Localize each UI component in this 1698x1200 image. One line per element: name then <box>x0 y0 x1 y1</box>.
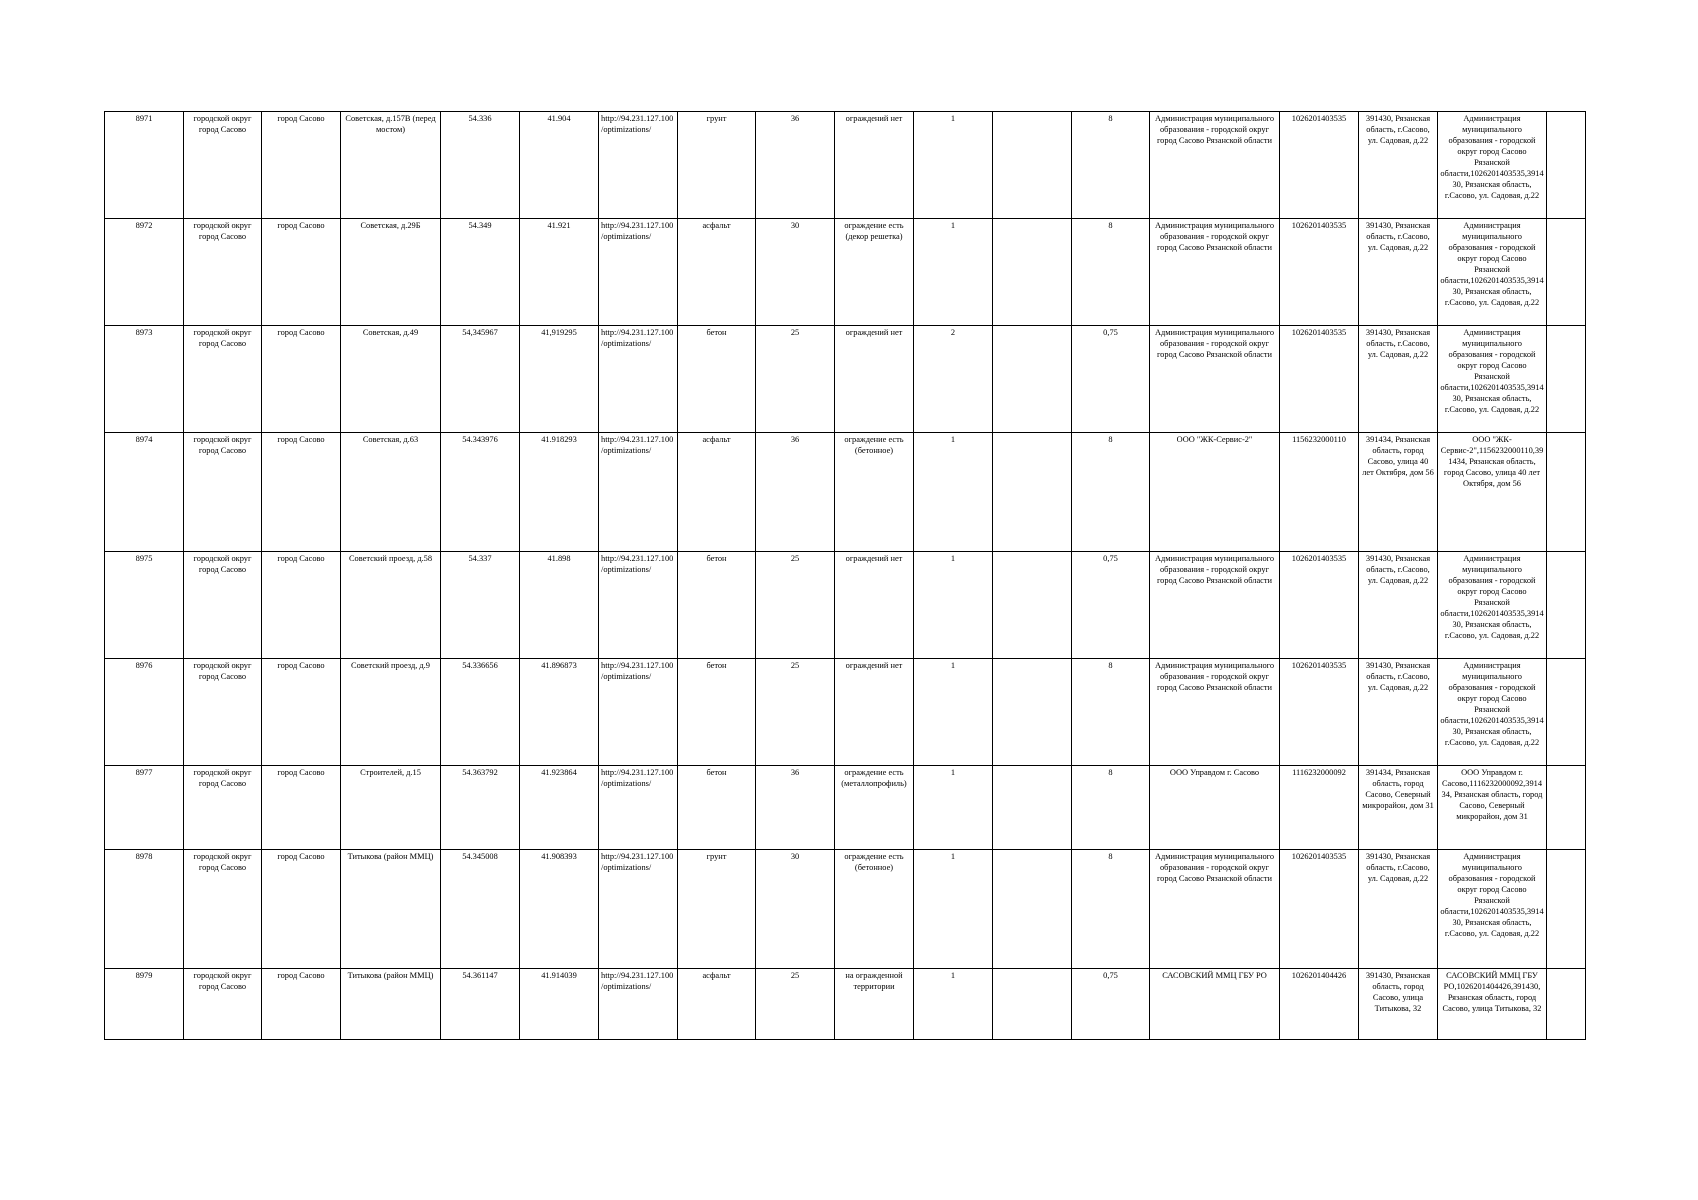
latitude-cell: 54.345008 <box>441 850 520 969</box>
container-count-cell: 1 <box>914 659 993 766</box>
scheme-url-cell: http://94.231.127.100/optimizations/ <box>599 326 678 433</box>
empty-cell <box>993 659 1072 766</box>
empty-cell <box>1547 659 1586 766</box>
district-cell: городской округ город Сасово <box>184 766 262 850</box>
owner-name-cell: САСОВСКИЙ ММЦ ГБУ РО <box>1150 969 1280 1040</box>
row-number: 8975 <box>105 552 184 659</box>
owner-name-cell: Администрация муниципального образования - городской округ город Сасово Рязанской области <box>1150 552 1280 659</box>
waste-sites-table <box>104 111 1586 1040</box>
container-count-cell: 1 <box>914 112 993 219</box>
surface-cell: бетон <box>678 326 756 433</box>
owner-address-cell: 391430, Рязанская область, г.Сасово, ул. Садовая, д.22 <box>1359 326 1438 433</box>
waste-sources-cell: Администрация муниципального образования - городской округ город Сасово Рязанской области,1026201403535,391430, Рязанская область, г.Сасово, ул. Садовая, д.22 <box>1438 850 1547 969</box>
longitude-cell: 41.904 <box>520 112 599 219</box>
waste-sources-cell: Администрация муниципального образования - городской округ город Сасово Рязанской области,1026201403535,391430, Рязанская область, г.Сасово, ул. Садовая, д.22 <box>1438 659 1547 766</box>
longitude-cell: 41.918293 <box>520 433 599 552</box>
container-count-cell: 2 <box>914 326 993 433</box>
row-number: 8974 <box>105 433 184 552</box>
container-count-cell: 1 <box>914 969 993 1040</box>
empty-cell <box>1547 969 1586 1040</box>
container-count-cell: 1 <box>914 850 993 969</box>
locality-cell: город Сасово <box>262 659 341 766</box>
owner-name-cell: Администрация муниципального образования - городской округ город Сасово Рязанской области <box>1150 112 1280 219</box>
empty-cell <box>993 433 1072 552</box>
ogrn-cell: 1026201403535 <box>1280 112 1359 219</box>
area-cell: 25 <box>756 659 835 766</box>
row-number: 8976 <box>105 659 184 766</box>
area-cell: 30 <box>756 850 835 969</box>
district-cell: городской округ город Сасово <box>184 850 262 969</box>
empty-cell <box>993 969 1072 1040</box>
ogrn-cell: 1026201403535 <box>1280 326 1359 433</box>
latitude-cell: 54.337 <box>441 552 520 659</box>
ogrn-cell: 1026201403535 <box>1280 850 1359 969</box>
empty-cell <box>1547 219 1586 326</box>
address-cell: Советская, д.157В (перед мостом) <box>341 112 441 219</box>
table-row <box>105 326 1586 433</box>
container-count-cell: 1 <box>914 219 993 326</box>
district-cell: городской округ город Сасово <box>184 219 262 326</box>
district-cell: городской округ город Сасово <box>184 969 262 1040</box>
fence-cell: ограждений нет <box>835 552 914 659</box>
owner-address-cell: 391430, Рязанская область, г.Сасово, ул. Садовая, д.22 <box>1359 659 1438 766</box>
fence-cell: ограждений нет <box>835 326 914 433</box>
district-cell: городской округ город Сасово <box>184 112 262 219</box>
table-row <box>105 766 1586 850</box>
ogrn-cell: 1026201404426 <box>1280 969 1359 1040</box>
waste-sources-cell: Администрация муниципального образования - городской округ город Сасово Рязанской области,1026201403535,391430, Рязанская область, г.Сасово, ул. Садовая, д.22 <box>1438 326 1547 433</box>
table-row <box>105 552 1586 659</box>
empty-cell <box>1547 850 1586 969</box>
longitude-cell: 41,919295 <box>520 326 599 433</box>
surface-cell: асфальт <box>678 969 756 1040</box>
scheme-url-cell: http://94.231.127.100/optimizations/ <box>599 766 678 850</box>
ogrn-cell: 1026201403535 <box>1280 659 1359 766</box>
owner-name-cell: Администрация муниципального образования - городской округ город Сасово Рязанской области <box>1150 850 1280 969</box>
table-row <box>105 112 1586 219</box>
container-volume-cell: 8 <box>1072 433 1150 552</box>
fence-cell: ограждений нет <box>835 659 914 766</box>
area-cell: 25 <box>756 552 835 659</box>
row-number: 8979 <box>105 969 184 1040</box>
latitude-cell: 54.336656 <box>441 659 520 766</box>
address-cell: Советская, д.29Б <box>341 219 441 326</box>
district-cell: городской округ город Сасово <box>184 433 262 552</box>
waste-sources-cell: ООО "ЖК-Сервис-2",1156232000110,391434, Рязанская область, город Сасово, улица 40 лет Октября, дом 56 <box>1438 433 1547 552</box>
surface-cell: асфальт <box>678 433 756 552</box>
ogrn-cell: 1116232000092 <box>1280 766 1359 850</box>
table-row <box>105 969 1586 1040</box>
container-volume-cell: 0,75 <box>1072 552 1150 659</box>
container-count-cell: 1 <box>914 552 993 659</box>
locality-cell: город Сасово <box>262 766 341 850</box>
latitude-cell: 54.343976 <box>441 433 520 552</box>
surface-cell: бетон <box>678 659 756 766</box>
surface-cell: бетон <box>678 552 756 659</box>
district-cell: городской округ город Сасово <box>184 659 262 766</box>
address-cell: Советская, д.63 <box>341 433 441 552</box>
owner-address-cell: 391430, Рязанская область, город Сасово, улица Титыкова, 32 <box>1359 969 1438 1040</box>
fence-cell: ограждение есть (бетонное) <box>835 850 914 969</box>
waste-sources-cell: Администрация муниципального образования - городской округ город Сасово Рязанской области,1026201403535,391430, Рязанская область, г.Сасово, ул. Садовая, д.22 <box>1438 219 1547 326</box>
container-volume-cell: 8 <box>1072 850 1150 969</box>
container-volume-cell: 8 <box>1072 766 1150 850</box>
row-number: 8978 <box>105 850 184 969</box>
surface-cell: бетон <box>678 766 756 850</box>
table-row <box>105 659 1586 766</box>
area-cell: 30 <box>756 219 835 326</box>
owner-address-cell: 391430, Рязанская область, г.Сасово, ул. Садовая, д.22 <box>1359 112 1438 219</box>
container-volume-cell: 8 <box>1072 219 1150 326</box>
empty-cell <box>993 326 1072 433</box>
locality-cell: город Сасово <box>262 969 341 1040</box>
scheme-url-cell: http://94.231.127.100/optimizations/ <box>599 433 678 552</box>
latitude-cell: 54.363792 <box>441 766 520 850</box>
scheme-url-cell: http://94.231.127.100/optimizations/ <box>599 112 678 219</box>
area-cell: 36 <box>756 766 835 850</box>
container-volume-cell: 8 <box>1072 112 1150 219</box>
address-cell: Советский проезд, д.9 <box>341 659 441 766</box>
area-cell: 36 <box>756 433 835 552</box>
table-row <box>105 850 1586 969</box>
container-volume-cell: 8 <box>1072 659 1150 766</box>
latitude-cell: 54.361147 <box>441 969 520 1040</box>
waste-sources-cell: САСОВСКИЙ ММЦ ГБУ РО,1026201404426,391430, Рязанская область, город Сасово, улица Титыкова, 32 <box>1438 969 1547 1040</box>
empty-cell <box>1547 326 1586 433</box>
locality-cell: город Сасово <box>262 326 341 433</box>
owner-address-cell: 391434, Рязанская область, город Сасово, Северный микрорайон, дом 31 <box>1359 766 1438 850</box>
longitude-cell: 41.896873 <box>520 659 599 766</box>
owner-name-cell: Администрация муниципального образования - городской округ город Сасово Рязанской области <box>1150 326 1280 433</box>
empty-cell <box>993 850 1072 969</box>
area-cell: 25 <box>756 969 835 1040</box>
owner-name-cell: Администрация муниципального образования - городской округ город Сасово Рязанской области <box>1150 659 1280 766</box>
container-volume-cell: 0,75 <box>1072 969 1150 1040</box>
row-number: 8971 <box>105 112 184 219</box>
waste-sources-cell: Администрация муниципального образования - городской округ город Сасово Рязанской области,1026201403535,391430, Рязанская область, г.Сасово, ул. Садовая, д.22 <box>1438 552 1547 659</box>
owner-address-cell: 391434, Рязанская область, город Сасово, улица 40 лет Октября, дом 56 <box>1359 433 1438 552</box>
scheme-url-cell: http://94.231.127.100/optimizations/ <box>599 552 678 659</box>
row-number: 8973 <box>105 326 184 433</box>
fence-cell: на огражденной территории <box>835 969 914 1040</box>
longitude-cell: 41.921 <box>520 219 599 326</box>
locality-cell: город Сасово <box>262 850 341 969</box>
empty-cell <box>993 219 1072 326</box>
empty-cell <box>1547 552 1586 659</box>
surface-cell: грунт <box>678 850 756 969</box>
empty-cell <box>993 766 1072 850</box>
fence-cell: ограждений нет <box>835 112 914 219</box>
container-count-cell: 1 <box>914 766 993 850</box>
address-cell: Титыкова (район ММЦ) <box>341 850 441 969</box>
longitude-cell: 41.923864 <box>520 766 599 850</box>
owner-name-cell: ООО Управдом г. Сасово <box>1150 766 1280 850</box>
owner-name-cell: ООО "ЖК-Сервис-2" <box>1150 433 1280 552</box>
empty-cell <box>1547 766 1586 850</box>
area-cell: 25 <box>756 326 835 433</box>
owner-name-cell: Администрация муниципального образования - городской округ город Сасово Рязанской области <box>1150 219 1280 326</box>
latitude-cell: 54.336 <box>441 112 520 219</box>
empty-cell <box>993 112 1072 219</box>
ogrn-cell: 1156232000110 <box>1280 433 1359 552</box>
waste-sources-cell: Администрация муниципального образования - городской округ город Сасово Рязанской области,1026201403535,391430, Рязанская область, г.Сасово, ул. Садовая, д.22 <box>1438 112 1547 219</box>
fence-cell: ограждение есть (металлопрофиль) <box>835 766 914 850</box>
locality-cell: город Сасово <box>262 112 341 219</box>
longitude-cell: 41.898 <box>520 552 599 659</box>
address-cell: Строителей, д.15 <box>341 766 441 850</box>
scheme-url-cell: http://94.231.127.100/optimizations/ <box>599 850 678 969</box>
owner-address-cell: 391430, Рязанская область, г.Сасово, ул. Садовая, д.22 <box>1359 552 1438 659</box>
table-row <box>105 219 1586 326</box>
ogrn-cell: 1026201403535 <box>1280 219 1359 326</box>
empty-cell <box>993 552 1072 659</box>
empty-cell <box>1547 112 1586 219</box>
table-body <box>105 112 1586 1040</box>
district-cell: городской округ город Сасово <box>184 326 262 433</box>
empty-cell <box>1547 433 1586 552</box>
owner-address-cell: 391430, Рязанская область, г.Сасово, ул. Садовая, д.22 <box>1359 219 1438 326</box>
table-row <box>105 433 1586 552</box>
fence-cell: ограждение есть (декор решетка) <box>835 219 914 326</box>
container-volume-cell: 0,75 <box>1072 326 1150 433</box>
surface-cell: асфальт <box>678 219 756 326</box>
row-number: 8977 <box>105 766 184 850</box>
locality-cell: город Сасово <box>262 552 341 659</box>
surface-cell: грунт <box>678 112 756 219</box>
locality-cell: город Сасово <box>262 433 341 552</box>
fence-cell: ограждение есть (бетонное) <box>835 433 914 552</box>
latitude-cell: 54.349 <box>441 219 520 326</box>
scheme-url-cell: http://94.231.127.100/optimizations/ <box>599 219 678 326</box>
container-count-cell: 1 <box>914 433 993 552</box>
longitude-cell: 41.914039 <box>520 969 599 1040</box>
latitude-cell: 54,345967 <box>441 326 520 433</box>
ogrn-cell: 1026201403535 <box>1280 552 1359 659</box>
owner-address-cell: 391430, Рязанская область, г.Сасово, ул. Садовая, д.22 <box>1359 850 1438 969</box>
address-cell: Советский проезд, д.58 <box>341 552 441 659</box>
locality-cell: город Сасово <box>262 219 341 326</box>
longitude-cell: 41.908393 <box>520 850 599 969</box>
row-number: 8972 <box>105 219 184 326</box>
area-cell: 36 <box>756 112 835 219</box>
scheme-url-cell: http://94.231.127.100/optimizations/ <box>599 969 678 1040</box>
district-cell: городской округ город Сасово <box>184 552 262 659</box>
scheme-url-cell: http://94.231.127.100/optimizations/ <box>599 659 678 766</box>
address-cell: Советская, д.49 <box>341 326 441 433</box>
address-cell: Титыкова (район ММЦ) <box>341 969 441 1040</box>
waste-sources-cell: ООО Управдом г. Сасово,1116232000092,391434, Рязанская область, город Сасово, Северный микрорайон, дом 31 <box>1438 766 1547 850</box>
